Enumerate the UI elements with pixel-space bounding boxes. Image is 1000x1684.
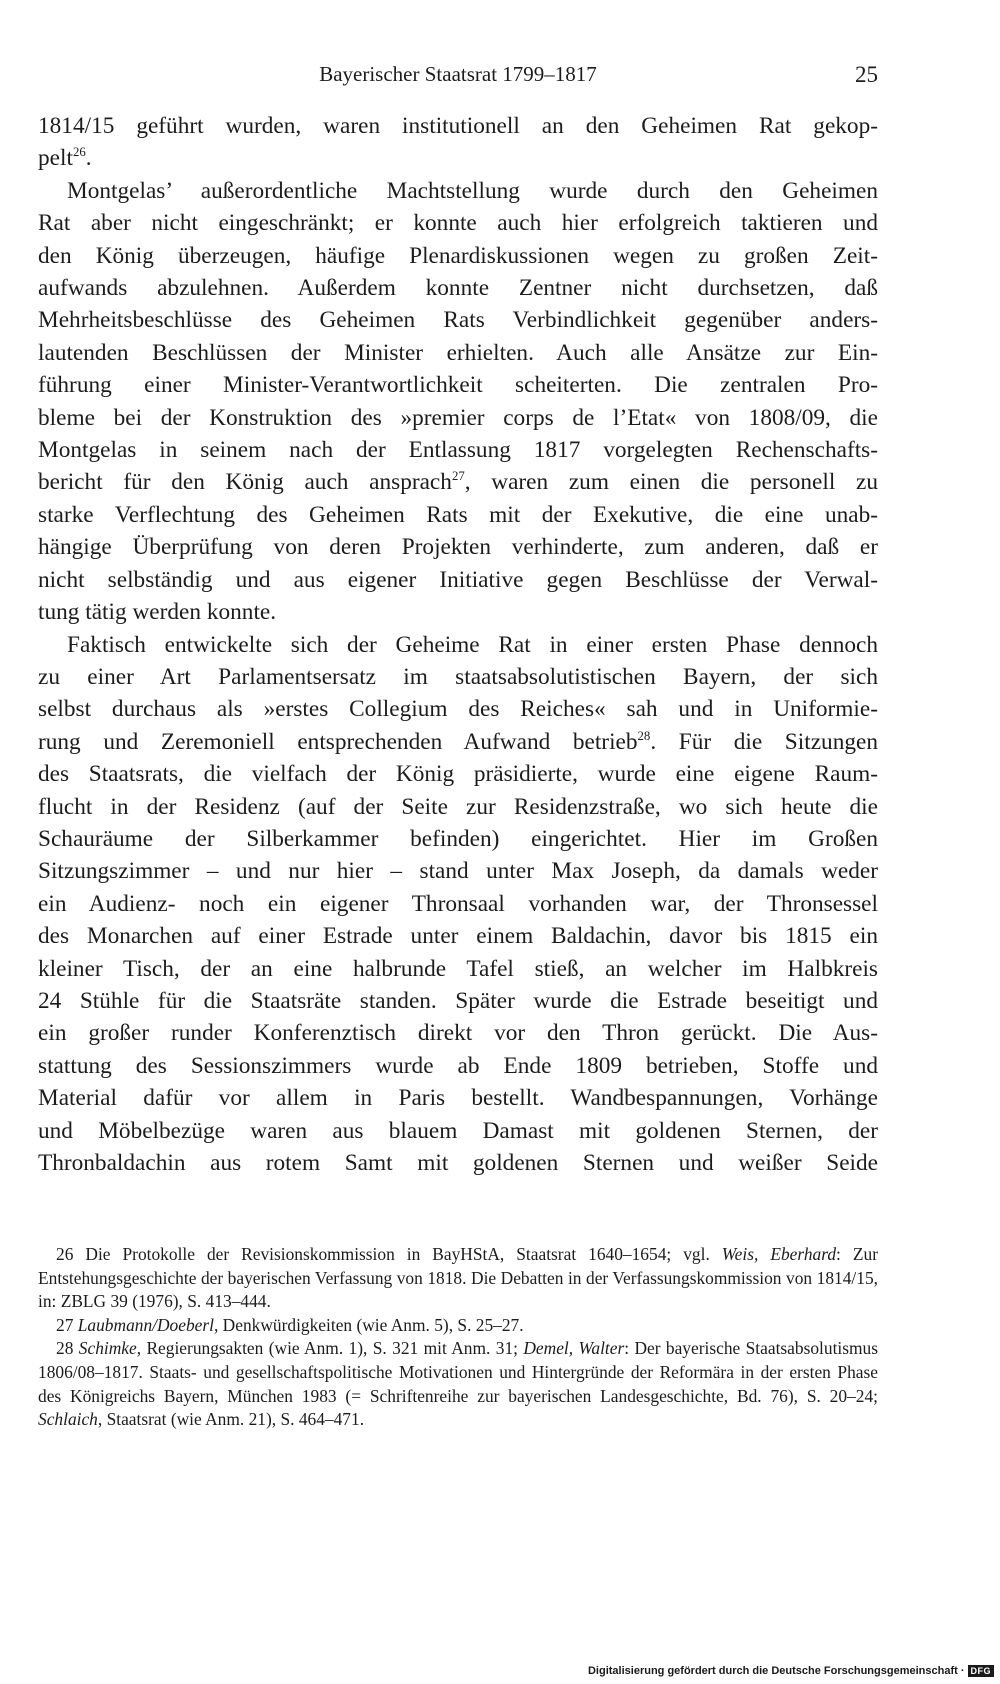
text-line: Rat aber nicht eingeschränkt; er konnte auch hier erfolgreich taktieren und bbox=[38, 210, 878, 237]
text-line: flucht in der Residenz (auf der Seite zur Residenzstraße, wo sich heute die bbox=[38, 793, 878, 820]
page-header bbox=[38, 62, 878, 92]
footnote-26: 26 Die Protokolle der Revisionskommission in BayHStA, Staatsrat 1640–1654; vgl. Weis, Eberhard: Zur Entstehungsgeschichte der bayerischen Verfassung von 1818. Die Debatten in der Verfassungskommission von 1814/15, in: ZBLG 39 (1976), S. 413–444. bbox=[38, 1244, 878, 1312]
text-line: des Monarchen auf einer Estrade unter einem Baldachin, davor bis 1815 ein bbox=[38, 923, 878, 950]
text-line: Montgelas’ außerordentliche Machtstellung wurde durch den Geheimen bbox=[67, 177, 878, 204]
text-line: nicht selbständig und aus eigener Initiative gegen Beschlüsse der Verwal- bbox=[38, 566, 878, 593]
text-line: stattung des Sessionszimmers wurde ab Ende 1809 betrieben, Stoffe und bbox=[38, 1052, 878, 1079]
text-line: 1814/15 geführt wurden, waren institutionell an den Geheimen Rat gekop- bbox=[38, 113, 878, 139]
text-line: Thronbaldachin aus rotem Samt mit goldenen Sternen und weißer Seide bbox=[38, 1150, 878, 1176]
text-line: Faktisch entwickelte sich der Geheime Rat in einer ersten Phase dennoch bbox=[67, 631, 878, 658]
text-line: Montgelas in seinem nach der Entlassung 1817 vorgelegten Rechenschafts- bbox=[38, 437, 878, 464]
text-line: Material dafür vor allem in Paris bestellt. Wandbespannungen, Vorhänge bbox=[38, 1085, 878, 1112]
text-line: Schauräume der Silberkammer befinden) eingerichtet. Hier im Großen bbox=[38, 825, 878, 852]
footnote-27: 27 Laubmann/Doeberl, Denkwürdigkeiten (wie Anm. 5), S. 25–27. bbox=[56, 1314, 524, 1335]
footnote-ref[interactable]: 26 bbox=[72, 145, 86, 160]
text-line: bericht für den König auch ansprach$^{27}$, waren zum einen die personell zu bbox=[38, 469, 878, 496]
text-line: Sitzungszimmer – und nur hier – stand unter Max Joseph, da damals weder bbox=[38, 858, 878, 885]
footnote-28: 28 Schimke, Regierungsakten (wie Anm. 1), S. 321 mit Anm. 31; Demel, Walter: Der bayerische Staatsabsolutismus 1806/08–1817. Staats- und gesellschaftspolitische Motivationen und Hintergründe der Reformära in der ersten Phase des Königreichs Bayern, München 1983 (= Schriftenreihe zur bayerischen Landesgeschichte, Bd. 76), S. 20–24; Schlaich, Staatsrat (wie Anm. 21), S. 464–471. bbox=[38, 1338, 878, 1430]
text-line: kleiner Tisch, der an eine halbrunde Tafel stieß, an welcher im Halbkreis bbox=[38, 955, 878, 982]
text-line: starke Verflechtung des Geheimen Rats mit der Exekutive, die eine unab- bbox=[38, 501, 878, 528]
text-line: zu einer Art Parlamentsersatz im staatsabsolutistischen Bayern, der sich bbox=[38, 663, 878, 690]
text-line: hängige Überprüfung von deren Projekten verhinderte, zum anderen, daß er bbox=[38, 534, 878, 561]
text-line: aufwands abzulehnen. Außerdem konnte Zentner nicht durchsetzen, daß bbox=[38, 275, 878, 302]
dfg-logo: DFG bbox=[968, 1665, 995, 1677]
page-number: 25 bbox=[855, 62, 878, 87]
text-line: den König überzeugen, häufige Plenardiskussionen wegen zu großen Zeit- bbox=[38, 242, 878, 269]
text-line: ein großer runder Konferenztisch direkt vor den Thron gerückt. Die Aus- bbox=[38, 1020, 878, 1047]
footnote-ref[interactable]: 27 bbox=[451, 469, 465, 484]
running-title: Bayerischer Staatsrat 1799–1817 bbox=[319, 62, 597, 86]
text-line: tung tätig werden konnte. bbox=[38, 599, 277, 626]
main-text bbox=[38, 110, 878, 1179]
text-line: rung und Zeremoniell entsprechenden Aufwand betrieb$^{28}$. Für die Sitzungen bbox=[38, 728, 878, 755]
footnote-ref[interactable]: 28 bbox=[637, 728, 651, 743]
text-line: bleme bei der Konstruktion des »premier corps de l’Etat« von 1808/09, die bbox=[38, 404, 878, 431]
digitization-notice bbox=[588, 1662, 994, 1680]
text-line: des Staatsrats, die vielfach der König präsidierte, wurde eine eigene Raum- bbox=[38, 761, 878, 788]
text-line: 24 Stühle für die Staatsräte standen. Später wurde die Estrade beseitigt und bbox=[38, 987, 878, 1014]
text-line: Mehrheitsbeschlüsse des Geheimen Rats Verbindlichkeit gegenüber anders- bbox=[38, 307, 878, 334]
text-line: führung einer Minister-Verantwortlichkeit scheiterten. Die zentralen Pro- bbox=[38, 372, 878, 399]
text-line: und Möbelbezüge waren aus blauem Damast mit goldenen Sternen, der bbox=[38, 1117, 878, 1144]
text-line: selbst durchaus als »erstes Collegium des Reiches« sah und in Uniformie- bbox=[38, 696, 878, 723]
digitization-text: Digitalisierung gefördert durch die Deutsche Forschungsgemeinschaft · bbox=[587, 1665, 965, 1677]
footnotes bbox=[38, 1243, 878, 1432]
text-line: lautenden Beschlüssen der Minister erhielten. Auch alle Ansätze zur Ein- bbox=[38, 339, 878, 366]
text-line: ein Audienz- noch ein eigener Thronsaal vorhanden war, der Thronsessel bbox=[38, 890, 878, 917]
text-line: pelt$^{26}$. bbox=[38, 145, 92, 172]
